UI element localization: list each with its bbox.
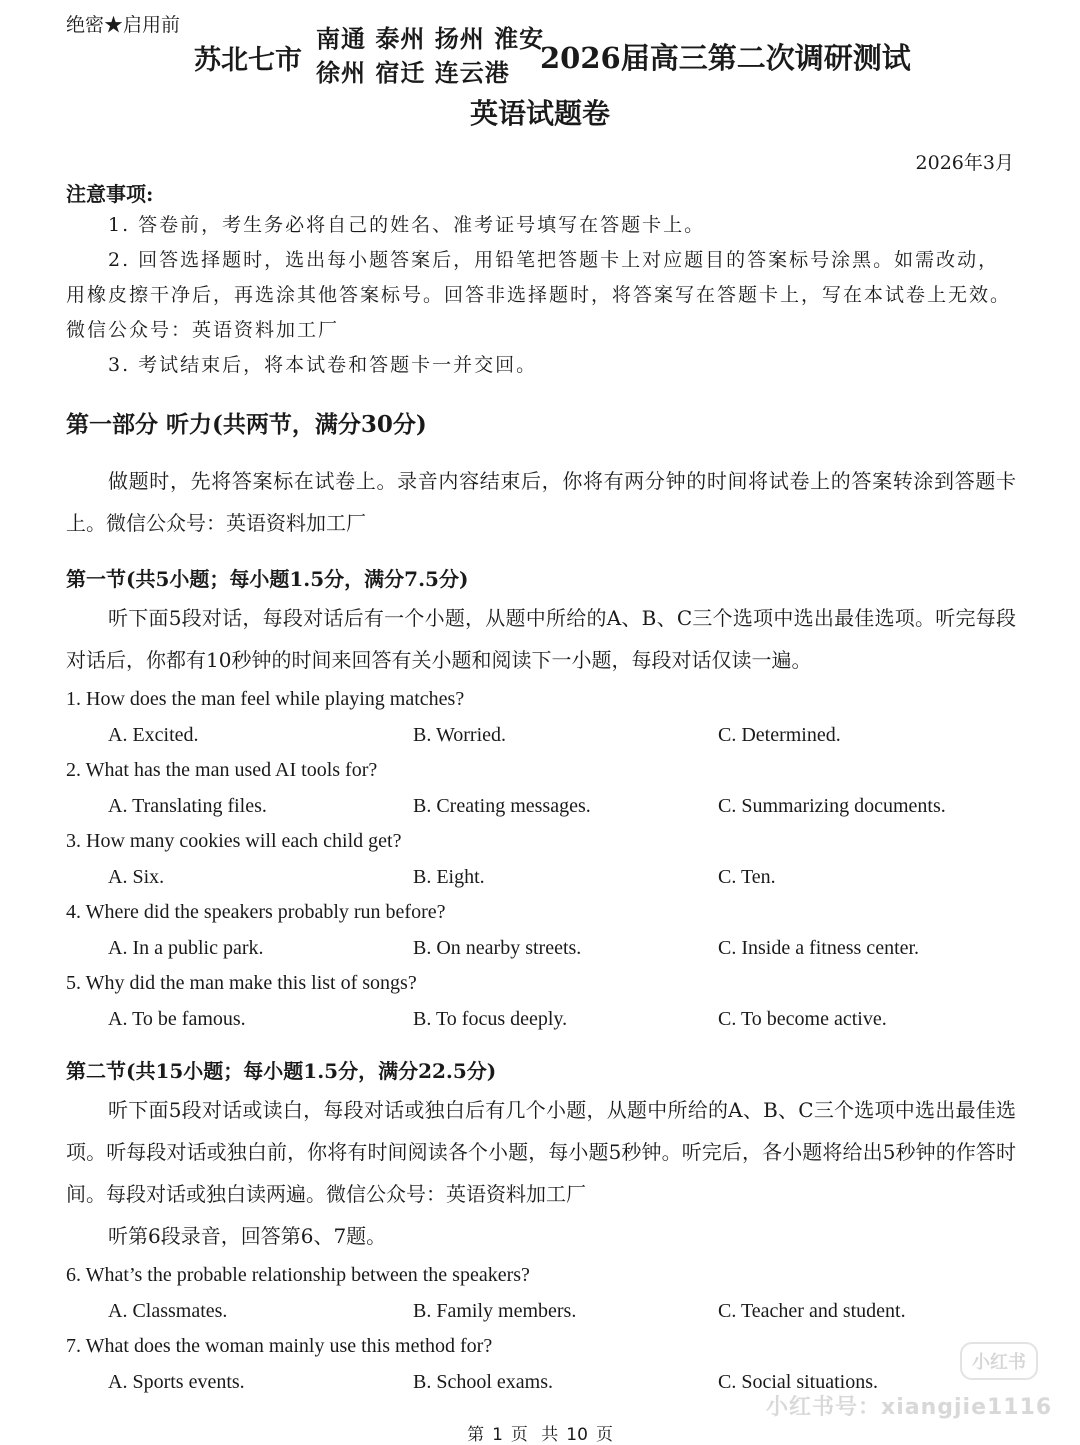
section2-intro [66, 1089, 1016, 1257]
question-1: 1. How does the man feel while playing matches? [66, 688, 465, 710]
notice-list [66, 208, 1016, 383]
section2-instruction: 听第6段录音，回答第6、7题。 [108, 1224, 387, 1248]
footer-total-word: 页 [595, 1425, 613, 1445]
city-list-line2: 徐州 宿迁 连云港 [316, 58, 510, 87]
q7-option-a: A. Sports events. [108, 1371, 245, 1393]
exam-title: 2026届高三第二次调研测试 [540, 41, 911, 75]
question-2: 2. What has the man used AI tools for? [66, 759, 378, 781]
q7-option-c: C. Social situations. [718, 1371, 878, 1393]
q7-option-b: B. School exams. [413, 1371, 553, 1393]
q4-option-c: C. Inside a fitness center. [718, 937, 920, 959]
section1-intro-text: 听下面5段对话，每段对话后有一个小题，从题中所给的A、B、C三个选项中选出最佳选项。听完每段对话后，你都有10秒钟的时间来回答有关小题和阅读下一小题，每段对话仅读一遍。 [66, 606, 1016, 672]
q3-option-b: B. Eight. [413, 866, 485, 888]
footer-page-number: 1 [492, 1425, 503, 1445]
watermark-text: 小红书号：xiangjie1116 [766, 1395, 1053, 1420]
q1-option-b: B. Worried. [413, 724, 507, 746]
q5-option-b: B. To focus deeply. [413, 1008, 568, 1030]
notice-item-3: 3. 考试结束后，将本试卷和答题卡一并交回。 [108, 354, 538, 376]
paper-title: 英语试题卷 [469, 97, 610, 130]
notice-item-1: 1. 答卷前，考生务必将自己的姓名、准考证号填写在答题卡上。 [108, 214, 706, 236]
page-footer [0, 1420, 1080, 1445]
part1-intro [66, 460, 1016, 544]
q5-option-a: A. To be famous. [108, 1008, 246, 1030]
question-5: 5. Why did the man make this list of songs? [66, 972, 417, 994]
notice-item-2: 2. 回答选择题时，选出每小题答案后，用铅笔把答题卡上对应题目的答案标号涂黑。如需改动，用橡皮擦干净后，再选涂其他答案标号。回答非选择题时，将答案写在答题卡上，写在本试卷上无效。微信公众号：英语资料加工厂 [66, 249, 1012, 341]
question-7: 7. What does the woman mainly use this method for? [66, 1335, 493, 1357]
section2-intro-text: 听下面5段对话或读白，每段对话或独白后有几个小题，从题中所给的A、B、C三个选项中选出最佳选项。听每段对话或独白前，你将有时间阅读各个小题，每小题5秒钟。听完后，各小题将给出5秒钟的作答时间。每段对话或独白读两遍。微信公众号：英语资料加工厂 [66, 1098, 1016, 1206]
q6-option-c: C. Teacher and student. [718, 1300, 906, 1322]
footer-total-number: 10 [566, 1425, 588, 1445]
section1-heading: 第一节(共5小题；每小题1.5分，满分7.5分) [66, 567, 469, 591]
q1-option-a: A. Excited. [108, 724, 199, 746]
part1-heading: 第一部分 听力(共两节，满分30分) [66, 411, 427, 438]
confidential-label: 绝密★启用前 [66, 14, 181, 36]
watermark-logo: 小红书 [960, 1342, 1038, 1380]
section1-intro [66, 597, 1016, 681]
q4-option-a: A. In a public park. [108, 937, 264, 959]
footer-page-word: 页 [510, 1425, 528, 1445]
q1-option-c: C. Determined. [718, 724, 841, 746]
q3-option-a: A. Six. [108, 866, 165, 888]
q3-option-c: C. Ten. [718, 866, 776, 888]
section2-heading: 第二节(共15小题；每小题1.5分，满分22.5分) [66, 1059, 497, 1083]
q4-option-b: B. On nearby streets. [413, 937, 582, 959]
question-6: 6. What’s the probable relationship between the speakers? [66, 1264, 530, 1286]
notice-heading: 注意事项: [66, 182, 154, 206]
part1-intro-text: 做题时，先将答案标在试卷上。录音内容结束后，你将有两分钟的时间将试卷上的答案转涂到答题卡上。微信公众号：英语资料加工厂 [66, 469, 1016, 535]
q6-option-a: A. Classmates. [108, 1300, 228, 1322]
exam-date: 2026年3月 [915, 152, 1014, 174]
q2-option-b: B. Creating messages. [413, 795, 591, 817]
q5-option-c: C. To become active. [718, 1008, 887, 1030]
region-name: 苏北七市 [194, 45, 302, 76]
city-list [316, 22, 544, 90]
city-list-line1: 南通 泰州 扬州 淮安 [316, 24, 545, 53]
footer-total-label: 共 [541, 1425, 559, 1445]
q2-option-a: A. Translating files. [108, 795, 267, 817]
q2-option-c: C. Summarizing documents. [718, 795, 946, 817]
question-3: 3. How many cookies will each child get? [66, 830, 402, 852]
question-4: 4. Where did the speakers probably run before? [66, 901, 446, 923]
footer-page-label: 第 [467, 1425, 485, 1445]
q6-option-b: B. Family members. [413, 1300, 577, 1322]
